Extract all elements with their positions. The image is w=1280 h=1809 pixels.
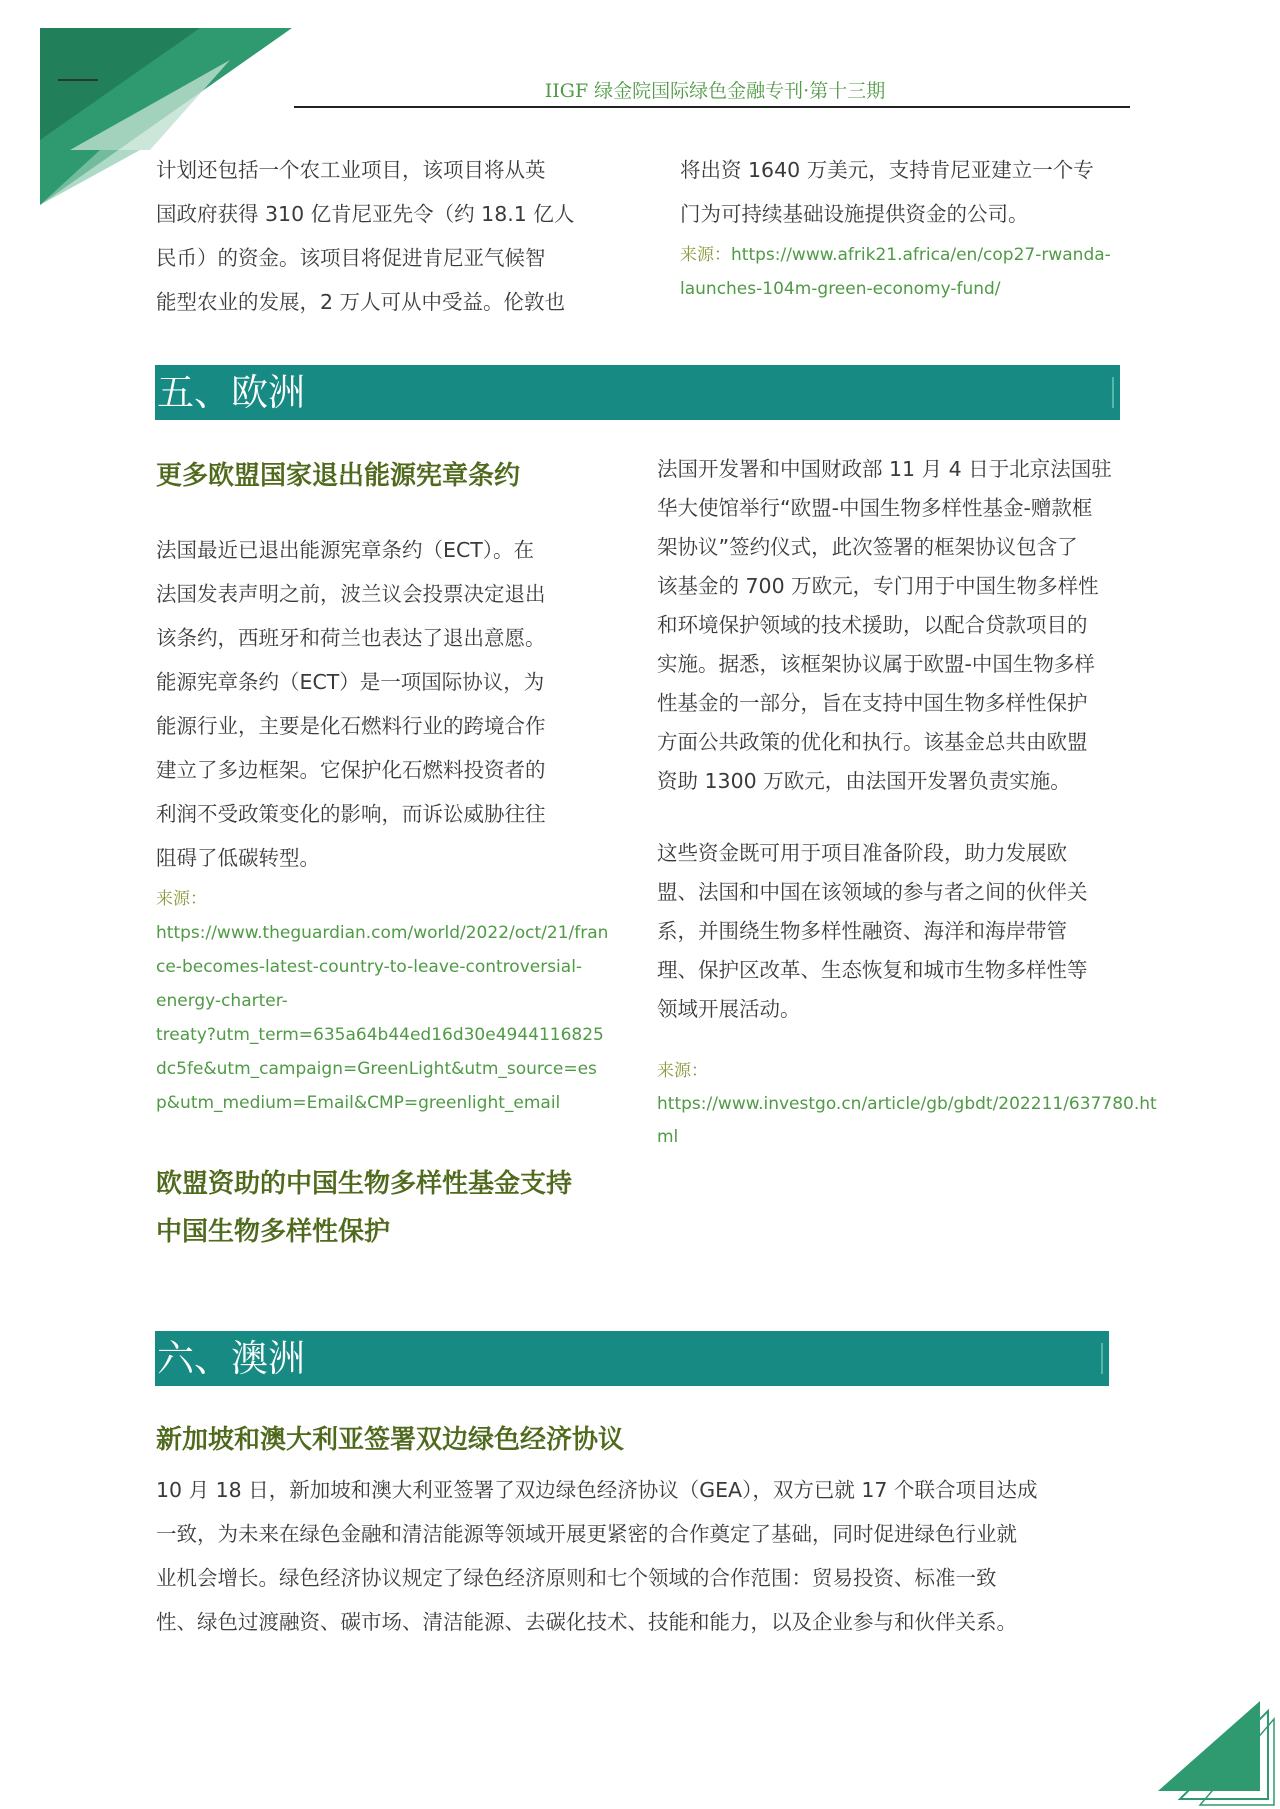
text-line: 法国开发署和中国财政部 11 月 4 日于北京法国驻 <box>657 457 1112 481</box>
text-line: 法国最近已退出能源宪章条约（ECT）。在 <box>156 538 535 562</box>
text-line: 将出资 1640 万美元，支持肯尼亚建立一个专 <box>680 158 1094 182</box>
source-link[interactable]: https://www.theguardian.com/world/2022/oct/21/fran <box>156 923 609 943</box>
top-right-column <box>680 148 1140 306</box>
source-link[interactable]: https://www.afrik21.africa/en/cop27-rwanda- <box>731 245 1111 265</box>
header-title: IIGF 绿金院国际绿色金融专刊·第十三期 <box>544 80 886 102</box>
source-line <box>680 238 1140 272</box>
source-label: 来源： <box>680 245 731 265</box>
text-line: 业机会增长。绿色经济协议规定了绿色经济原则和七个领域的合作范围：贸易投资、标准一致 <box>156 1566 997 1590</box>
europe-right-column <box>657 450 1157 1154</box>
text-line: 和环境保护领域的技术援助，以配合贷款项目的 <box>657 613 1088 637</box>
header-rule <box>294 106 1130 108</box>
text-line: 10 月 18 日，新加坡和澳大利亚签署了双边绿色经济协议（GEA），双方已就 17 个联合项目达成 <box>156 1478 1038 1502</box>
text-line: 能源宪章条约（ECT）是一项国际协议，为 <box>156 670 545 694</box>
source-link[interactable]: energy-charter- <box>156 991 288 1011</box>
source-label: 来源： <box>156 889 207 909</box>
section-title: 六、澳洲 <box>157 1337 305 1380</box>
header-dash <box>58 79 98 81</box>
text-line: 盟、法国和中国在该领域的参与者之间的伙伴关 <box>657 880 1088 904</box>
section-title: 五、欧洲 <box>157 371 305 414</box>
article-title-biodiversity <box>156 1160 636 1256</box>
text-line: 方面公共政策的优化和执行。该基金总共由欧盟 <box>657 730 1088 754</box>
text-line: 资助 1300 万欧元，由法国开发署负责实施。 <box>657 769 1071 793</box>
europe-left-column <box>156 528 616 1120</box>
article-title: 更多欧盟国家退出能源宪章条约 <box>156 461 521 491</box>
text-line: 理、保护区改革、生态恢复和城市生物多样性等 <box>657 958 1088 982</box>
source-link[interactable]: ml <box>657 1127 679 1147</box>
text-line: 门为可持续基础设施提供资金的公司。 <box>680 202 1029 226</box>
article-title: 新加坡和澳大利亚签署双边绿色经济协议 <box>156 1425 625 1455</box>
text-line: 能源行业，主要是化石燃料行业的跨境合作 <box>156 714 546 738</box>
source-link[interactable]: treaty?utm_term=635a64b44ed16d30e4944116825 <box>156 1025 604 1045</box>
top-left-column <box>156 148 616 324</box>
australia-body <box>156 1468 1146 1644</box>
text-line: 国政府获得 310 亿肯尼亚先令（约 18.1 亿人 <box>156 202 575 226</box>
title-line: 中国生物多样性保护 <box>156 1217 391 1247</box>
text-line: 民币）的资金。该项目将促进肯尼亚气候智 <box>156 246 546 270</box>
text-line: 性基金的一部分，旨在支持中国生物多样性保护 <box>657 691 1088 715</box>
band-accent-bar <box>1101 1343 1103 1374</box>
source-link[interactable]: p&utm_medium=Email&CMP=greenlight_email <box>156 1093 561 1113</box>
text-line: 系，并围绕生物多样性融资、海洋和海岸带管 <box>657 919 1067 943</box>
text-line: 利润不受政策变化的影响，而诉讼威胁往往 <box>156 802 546 826</box>
text-line: 该基金的 700 万欧元，专门用于中国生物多样性 <box>657 574 1099 598</box>
band-accent-bar <box>1112 377 1114 408</box>
text-line: 架协议”签约仪式，此次签署的框架协议包含了 <box>657 535 1078 559</box>
section-band-europe <box>155 365 1120 420</box>
source-link[interactable]: launches-104m-green-economy-fund/ <box>680 279 1001 299</box>
title-line: 欧盟资助的中国生物多样性基金支持 <box>156 1169 573 1199</box>
text-line: 一致，为未来在绿色金融和清洁能源等领域开展更紧密的合作奠定了基础，同时促进绿色行业就 <box>156 1522 1017 1546</box>
text-line: 建立了多边框架。它保护化石燃料投资者的 <box>156 758 546 782</box>
source-link[interactable]: https://www.investgo.cn/article/gb/gbdt/202211/637780.ht <box>657 1094 1157 1114</box>
text-line: 领域开展活动。 <box>657 997 801 1021</box>
text-line: 能型农业的发展，2 万人可从中受益。伦敦也 <box>156 290 566 314</box>
corner-decoration-bottom-right <box>1150 1699 1280 1809</box>
text-line: 实施。据悉，该框架协议属于欧盟-中国生物多样 <box>657 652 1095 676</box>
source-label: 来源： <box>657 1061 708 1081</box>
source-link[interactable]: ce-becomes-latest-country-to-leave-controversial- <box>156 957 583 977</box>
text-line: 该条约，西班牙和荷兰也表达了退出意愿。 <box>156 626 546 650</box>
text-line: 法国发表声明之前，波兰议会投票决定退出 <box>156 582 546 606</box>
text-line: 计划还包括一个农工业项目，该项目将从英 <box>156 158 546 182</box>
section-band-australia <box>155 1331 1109 1386</box>
source-link[interactable]: dc5fe&utm_campaign=GreenLight&utm_source=es <box>156 1059 597 1079</box>
text-line: 性、绿色过渡融资、碳市场、清洁能源、去碳化技术、技能和能力，以及企业参与和伙伴关系。 <box>156 1610 1017 1634</box>
text-line: 阻碍了低碳转型。 <box>156 846 320 870</box>
text-line: 这些资金既可用于项目准备阶段，助力发展欧 <box>657 841 1067 865</box>
text-line: 华大使馆举行“欧盟-中国生物多样性基金-赠款框 <box>657 496 1093 520</box>
